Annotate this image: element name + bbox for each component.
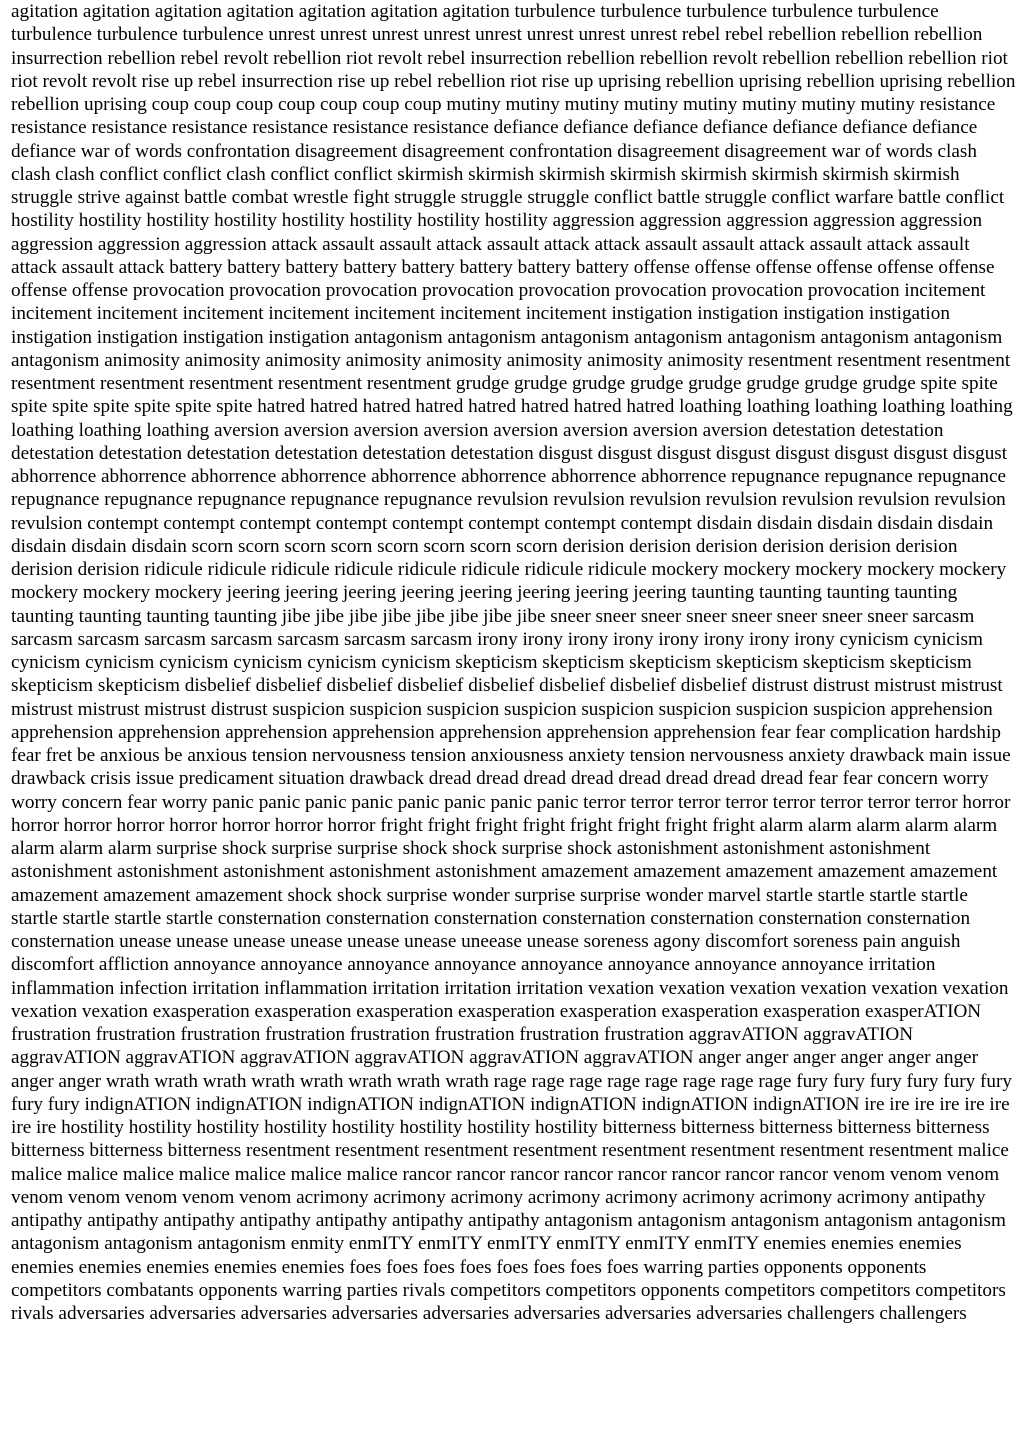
- body-text: agitation agitation agitation agitation agitation agitation agitation turbulence turbulence turbulence turbulence turbulence turbulence turbulence turbulence unrest unrest unrest unrest unrest unrest unrest unrest rebel rebel rebellion rebellion rebellion insurrection rebellion rebel revolt rebellion riot revolt rebel insurrection rebellion rebellion revolt rebellion rebellion rebellion riot riot revolt revolt rise up rebel insurrection rise up rebel rebellion riot rise up uprising rebellion uprising rebellion uprising rebellion rebellion uprising coup coup coup coup coup coup coup mutiny mutiny mutiny mutiny mutiny mutiny mutiny mutiny resistance resistance resistance resistance resistance resistance resistance defiance defiance defiance defiance defiance defiance defiance defiance war of words confrontation disagreement disagreement confrontation disagreement disagreement war of words clash clash clash conflict conflict clash conflict conflict skirmish skirmish skirmish skirmish skirmish skirmish skirmish skirmish struggle strive against battle combat wrestle fight struggle struggle struggle conflict battle struggle conflict warfare battle conflict hostility hostility hostility hostility hostility hostility hostility hostility aggression aggression aggression aggression aggression aggression aggression aggression attack assault assault attack assault attack attack assault assault attack assault attack assault attack assault attack battery battery battery battery battery battery battery battery offense offense offense offense offense offense offense offense provocation provocation provocation provocation provocation provocation provocation provocation incitement incitement incitement incitement incitement incitement incitement incitement instigation instigation instigation instigation instigation instigation instigation instigation antagonism antagonism antagonism antagonism antagonism antagonism antagonism antagonism animosity animosity animosity animosity animosity animosity animosity animosity resentment resentment resentment resentment resentment resentment resentment resentment grudge grudge grudge grudge grudge grudge grudge grudge spite spite spite spite spite spite spite spite hatred hatred hatred hatred hatred hatred hatred hatred loathing loathing loathing loathing loathing loathing loathing loathing aversion aversion aversion aversion aversion aversion aversion aversion detestation detestation detestation detestation detestation detestation detestation detestation disgust disgust disgust disgust disgust disgust disgust disgust abhorrence abhorrence abhorrence abhorrence abhorrence abhorrence abhorrence abhorrence repugnance repugnance repugnance repugnance repugnance repugnance repugnance repugnance revulsion revulsion revulsion revulsion revulsion revulsion revulsion revulsion contempt contempt contempt contempt contempt contempt contempt contempt disdain disdain disdain disdain disdain disdain disdain disdain scorn scorn scorn scorn scorn scorn scorn scorn derision derision derision derision derision derision derision derision ridicule ridicule ridicule ridicule ridicule ridicule ridicule ridicule mockery mockery mockery mockery mockery mockery mockery mockery jeering jeering jeering jeering jeering jeering jeering jeering taunting taunting taunting taunting taunting taunting taunting taunting jibe jibe jibe jibe jibe jibe jibe jibe sneer sneer sneer sneer sneer sneer sneer sneer sarcasm sarcasm sarcasm sarcasm sarcasm sarcasm sarcasm sarcasm irony irony irony irony irony irony irony irony cynicism cynicism cynicism cynicism cynicism cynicism cynicism cynicism skepticism skepticism skepticism skepticism skepticism skepticism skepticism skepticism disbelief disbelief disbelief disbelief disbelief disbelief disbelief disbelief distrust distrust mistrust mistrust mistrust mistrust mistrust distrust suspicion suspicion suspicion suspicion suspicion suspicion suspicion suspicion apprehension apprehension apprehension apprehension apprehension apprehension apprehension apprehension fear fear complication hardship fear fret be anxious be anxious tension nervousness tension anxiousness anxiety tension nervousness anxiety drawback main issue drawback crisis issue predicament situation drawback dread dread dread dread dread dread dread dread fear fear concern worry worry concern fear worry panic panic panic panic panic panic panic panic terror terror terror terror terror terror terror terror horror horror horror horror horror horror horror horror fright fright fright fright fright fright fright fright alarm alarm alarm alarm alarm alarm alarm alarm surprise shock surprise surprise shock shock surprise shock astonishment astonishment astonishment astonishment astonishment astonishment astonishment astonishment amazement amazement amazement amazement amazement amazement amazement amazement shock shock surprise wonder surprise surprise wonder marvel startle startle startle startle startle startle startle startle consternation consternation consternation consternation consternation consternation consternation consternation unease unease unease unease unease unease uneease unease soreness agony discomfort soreness pain anguish discomfort affliction annoyance annoyance annoyance annoyance annoyance annoyance annoyance annoyance irritation inflammation infection irritation inflammation irritation irritation irritation vexation vexation vexation vexation vexation vexation vexation vexation exasperation exasperation exasperation exasperation exasperation exasperation exasperation exasperATION frustration frustration frustration frustration frustration frustration frustration frustration aggravATION aggravATION aggravATION aggravATION aggravATION aggravATION aggravATION aggravATION anger anger anger anger anger anger anger anger wrath wrath wrath wrath wrath wrath wrath wrath rage rage rage rage rage rage rage rage fury fury fury fury fury fury fury fury indignATION indignATION indignATION indignATION indignATION indignATION indignATION ire ire ire ire ire ire ire ire hostility hostility hostility hostility hostility hostility hostility hostility bitterness bitterness bitterness bitterness bitterness bitterness bitterness bitterness resentment resentment resentment resentment resentment resentment resentment resentment malice malice malice malice malice malice malice malice rancor rancor rancor rancor rancor rancor rancor rancor venom venom venom venom venom venom venom venom acrimony acrimony acrimony acrimony acrimony acrimony acrimony acrimony antipathy antipathy antipathy antipathy antipathy antipathy antipathy antipathy antagonism antagonism antagonism antagonism antagonism antagonism antagonism antagonism enmity enmITY enmITY enmITY enmITY enmITY enmITY enemies enemies enemies enemies enemies enemies enemies enemies foes foes foes foes foes foes foes foes warring parties opponents opponents competitors combatants opponents warring parties rivals competitors competitors opponents competitors competitors competitors rivals adversaries adversaries adversaries adversaries adversaries adversaries adversaries adversaries challengers challengers: [11, 1, 1016, 1324]
